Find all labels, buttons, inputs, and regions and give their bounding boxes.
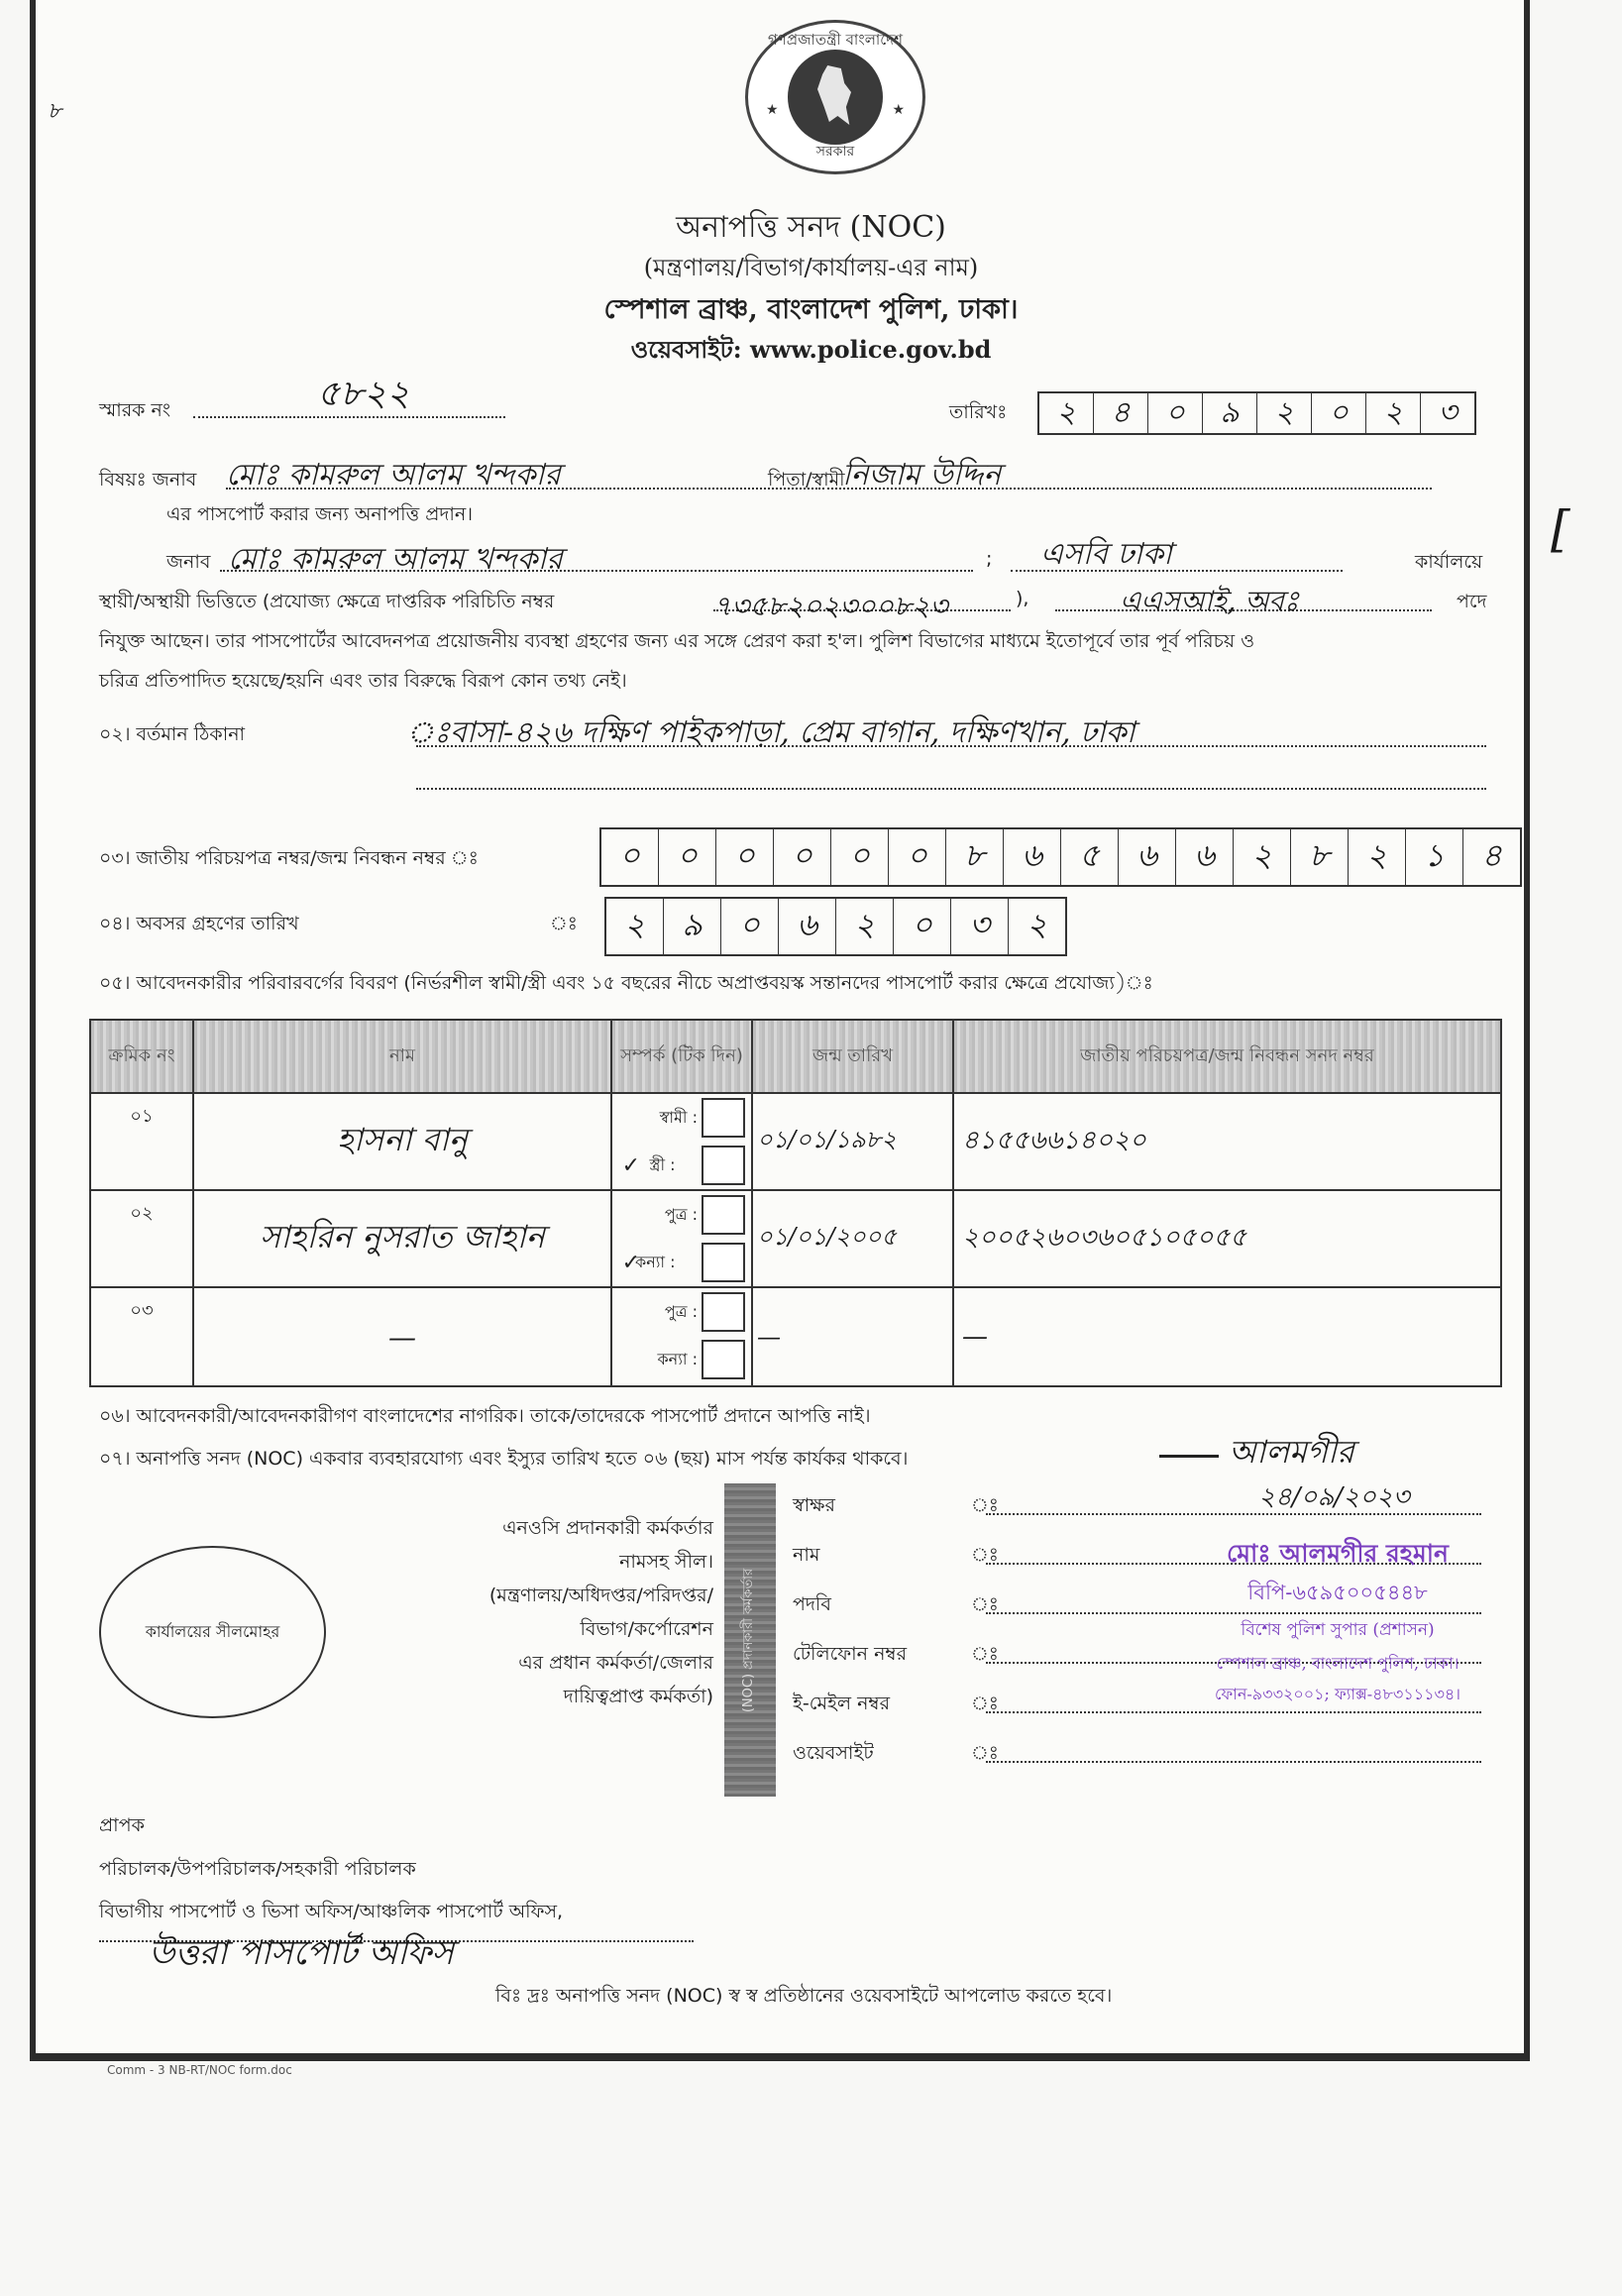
- star-icon: ★: [892, 102, 905, 118]
- relation-checkbox[interactable]: [702, 1146, 745, 1185]
- table-header-row: [90, 1020, 1501, 1093]
- retirement-label: ০৪। অবসর গ্রহণের তারিখ: [99, 913, 299, 934]
- digit-box[interactable]: ৪: [1481, 836, 1502, 874]
- relation-label: পুত্র :: [664, 1301, 698, 1321]
- family-label: ০৫। আবেদনকারীর পরিবারবর্গের বিবরণ (নির্ভরশীল স্বামী/স্ত্রী এবং ১৫ বছরের নীচে অপ্রাপ্তবয়স্ক সন্তানদের পাসপোর্ট করার ক্ষেত্রে প্রযোজ্য)ঃ: [99, 972, 1153, 994]
- nid-label: ০৩। জাতীয় পরিচয়পত্র নম্বর/জন্ম নিবন্ধন নম্বর ঃ: [99, 847, 479, 869]
- digit-box[interactable]: ০: [1312, 393, 1366, 433]
- relation-cell: [612, 1288, 751, 1383]
- relation-label: পুত্র :: [664, 1204, 698, 1224]
- officer-signature: আলমগীর: [1229, 1433, 1354, 1471]
- header-dob: জন্ম তারিখ: [752, 1020, 953, 1093]
- margin-mark: ৮: [48, 99, 62, 124]
- stamp-phone: ফোন-৯৩৩২০০১; ফ্যাক্স-৪৮৩১১১৩৪।: [1215, 1685, 1460, 1703]
- relation-checkbox[interactable]: [702, 1292, 745, 1332]
- digit-box[interactable]: ২: [836, 899, 894, 954]
- signature-dash: [1159, 1455, 1219, 1458]
- memo-label: স্মারক নং: [99, 399, 171, 421]
- semicolon: ;: [986, 548, 993, 570]
- subject-name[interactable]: মোঃ কামরুল আলম খন্দকার: [226, 458, 561, 492]
- parent-name[interactable]: নিজাম উদ্দিন: [842, 458, 1002, 492]
- stamp-bp: বিপি-৬৫৯৫০০৫৪৪৮: [1247, 1581, 1428, 1604]
- digit-box[interactable]: ০: [1148, 393, 1203, 433]
- officer-field-label: ওয়েবসাইট: [793, 1742, 874, 1764]
- digit-box[interactable]: ৯: [1203, 393, 1257, 433]
- document-title: অনাপত্তি সনদ (NOC): [676, 210, 946, 245]
- digit-box[interactable]: ৬: [1004, 829, 1061, 885]
- post-value[interactable]: এএসআই, অবঃ: [1120, 585, 1299, 617]
- digit-box[interactable]: ০: [716, 829, 774, 885]
- address-value[interactable]: ঃবাসা-৪২৬ দক্ষিণ পাইকপাড়া, প্রেম বাগান, দক্ষিণখান, ঢাকা: [406, 715, 1135, 750]
- officer-stamp: [1154, 1534, 1521, 1708]
- basis-label: স্থায়ী/অস্থায়ী ভিত্তিতে (প্রযোজ্য ক্ষেত্রে দাপ্তরিক পরিচিতি নম্বর: [99, 591, 555, 612]
- recipient-line1: পরিচালক/উপপরিচালক/সহকারী পরিচালক: [99, 1858, 416, 1880]
- officer-instruction-line: এর প্রধান কর্মকর্তা/জেলার: [518, 1652, 713, 1674]
- office-seal-label: কার্যালয়ের সীলমোহর: [145, 1621, 280, 1641]
- digit-box[interactable]: ২: [1027, 906, 1047, 943]
- row-dob[interactable]: ০১/০১/২০০৫: [757, 1223, 897, 1251]
- digit-box[interactable]: ৬: [1176, 829, 1234, 885]
- emblem-bottom-text: সরকার: [815, 144, 855, 160]
- relation-label: স্ত্রী :: [649, 1154, 676, 1174]
- officer-instruction-line: (মন্ত্রণালয়/অধিদপ্তর/পরিদপ্তর/: [488, 1585, 713, 1606]
- header-name: নাম: [193, 1020, 611, 1093]
- retirement-colon: ঃ: [550, 913, 578, 934]
- row-serial: ০২: [130, 1203, 154, 1224]
- digit-box[interactable]: ৯: [664, 899, 721, 954]
- recipient-label: প্রাপক: [99, 1814, 145, 1836]
- parent-label: পিতা/স্বামী: [768, 469, 845, 491]
- officer-seal-instructions: [377, 1511, 713, 1713]
- star-icon: ★: [766, 102, 779, 118]
- officer-field-colon: ঃ: [971, 1494, 999, 1516]
- digit-box[interactable]: ০: [601, 829, 659, 885]
- address-label: ০২। বর্তমান ঠিকানা: [99, 723, 246, 745]
- stamp-name: মোঃ আলমগীর রহমান: [1227, 1539, 1449, 1568]
- digit-box[interactable]: ০: [889, 829, 946, 885]
- body-paragraph-line2: চরিত্র প্রতিপাদিত হয়েছে/হয়নি এবং তার বিরুদ্ধে বিরূপ কোন তথ্য নেই।: [99, 670, 627, 692]
- subject-line2: এর পাসপোর্ট করার জন্য অনাপত্তি প্রদান।: [166, 503, 474, 525]
- strip-text: (NOC) প্রদানকারী কর্মকর্তার: [741, 1568, 757, 1712]
- declaration-07: ০৭। অনাপত্তি সনদ (NOC) একবার ব্যবহারযোগ্য এবং ইস্যুর তারিখ হতে ০৬ (ছয়) মাস পর্যন্ত কার্যকর থাকবে।: [99, 1448, 909, 1470]
- officer-field-label: স্বাক্ষর: [793, 1494, 835, 1516]
- relation-cell: [612, 1094, 751, 1189]
- digit-box[interactable]: ০: [894, 899, 951, 954]
- office-value[interactable]: এসবি ঢাকা: [1040, 537, 1172, 572]
- digit-box[interactable]: ২: [1366, 393, 1421, 433]
- margin-bracket: [: [1551, 500, 1570, 558]
- relation-checkbox[interactable]: [702, 1243, 745, 1282]
- officer-field-colon: ঃ: [971, 1742, 999, 1764]
- note: বিঃ দ্রঃ অনাপত্তি সনদ (NOC) স্ব স্ব প্রতিষ্ঠানের ওয়েবসাইটে আপলোড করতে হবে।: [495, 1985, 1113, 2007]
- relation-label: স্বামী :: [659, 1107, 698, 1127]
- relation-cell: [612, 1191, 751, 1286]
- relation-checkbox[interactable]: [702, 1098, 745, 1138]
- digit-box[interactable]: ২: [1257, 393, 1312, 433]
- officer-field-label: নাম: [793, 1544, 820, 1566]
- strip-text-wrap: [724, 1483, 776, 1797]
- body-name[interactable]: মোঃ কামরুল আলম খন্দকার: [228, 542, 563, 577]
- digit-box[interactable]: ২: [1349, 829, 1406, 885]
- digit-box[interactable]: ০: [831, 829, 889, 885]
- digit-box[interactable]: ২: [606, 899, 664, 954]
- id-close: ),: [1016, 588, 1029, 609]
- officer-instruction-line: দায়িত্বপ্রাপ্ত কর্মকর্তা): [563, 1686, 713, 1707]
- officer-instruction-line: বিভাগ/কর্পোরেশন: [580, 1618, 713, 1640]
- row-name[interactable]: —: [388, 1320, 416, 1354]
- officer-field-colon: ঃ: [971, 1593, 999, 1615]
- recipient-office[interactable]: উত্তরা পাসপোর্ট অফিস: [149, 1933, 454, 1973]
- body-paragraph-line1: নিযুক্ত আছেন। তার পাসপোর্টের আবেদনপত্র প্রয়োজনীয় ব্যবস্থা গ্রহণের জন্য এর সঙ্গে প্রেরণ করা হ'ল। পুলিশ বিভাগের মাধ্যমে ইতোপূর্বে তার পূর্ব পরিচয় ও: [99, 630, 1255, 652]
- row-name[interactable]: সাহরিন নুসরাত জাহান: [260, 1218, 545, 1256]
- officer-instruction-line: নামসহ সীল।: [619, 1551, 713, 1573]
- relation-label: কন্যা :: [657, 1349, 698, 1368]
- officer-field-line[interactable]: [986, 1761, 1481, 1763]
- emblem-circle: [788, 50, 883, 145]
- row-dob[interactable]: ০১/০১/১৯৮২: [757, 1126, 897, 1153]
- header-nid: জাতীয় পরিচয়পত্র/জন্ম নিবন্ধন সনদ নম্বর: [953, 1020, 1501, 1093]
- office-label: কার্যালয়ে: [1415, 551, 1483, 573]
- officer-field-label: ই-মেইল নম্বর: [793, 1693, 891, 1714]
- recipient-line2: বিভাগীয় পাসপোর্ট ও ভিসা অফিস/আঞ্চলিক পাসপোর্ট অফিস,: [99, 1901, 564, 1922]
- relation-checkbox[interactable]: [702, 1195, 745, 1235]
- row-name[interactable]: হাসনা বানু: [337, 1121, 468, 1158]
- memo-number[interactable]: ৫৮২২: [317, 374, 410, 414]
- digit-box[interactable]: ০: [774, 829, 831, 885]
- government-emblem: [745, 20, 925, 174]
- digit-box[interactable]: ৩: [951, 899, 1009, 954]
- header-serial: ক্রমিক নং: [90, 1020, 193, 1093]
- relation-checkbox[interactable]: [702, 1340, 745, 1379]
- row-serial: ০১: [130, 1106, 154, 1127]
- row-dob[interactable]: —: [757, 1323, 781, 1351]
- date-boxes[interactable]: [1037, 391, 1476, 435]
- table-row: [90, 1093, 1501, 1190]
- retirement-date-boxes[interactable]: [604, 897, 1067, 956]
- bangladesh-map-icon: [817, 65, 851, 125]
- digit-box[interactable]: ৩: [1438, 394, 1458, 430]
- check-mark-icon: ✓: [621, 1152, 640, 1178]
- signature-date: ২৪/০৯/২০২৩: [1258, 1482, 1410, 1512]
- row-nid[interactable]: ৪১৫৫৬৬১৪০২০: [962, 1126, 1146, 1155]
- officer-field-line[interactable]: [986, 1513, 1481, 1515]
- stamp-designation: বিশেষ পুলিশ সুপার (প্রশাসন): [1241, 1620, 1435, 1640]
- digit-box[interactable]: ৮: [946, 829, 1004, 885]
- date-label: তারিখঃ: [949, 401, 1008, 423]
- officer-instruction-line: এনওসি প্রদানকারী কর্মকর্তার: [502, 1517, 713, 1539]
- officer-field-colon: ঃ: [971, 1544, 999, 1566]
- row-nid[interactable]: ২০০৫২৬০৩৬০৫১০৫০৫৫: [962, 1223, 1247, 1253]
- officer-field-line[interactable]: [986, 1711, 1481, 1713]
- digit-box[interactable]: ৬: [779, 899, 836, 954]
- table-row: [90, 1190, 1501, 1287]
- document-subtitle: (মন্ত্রণালয়/বিভাগ/কার্যালয়-এর নাম): [643, 254, 979, 281]
- row-serial: ০৩: [130, 1300, 154, 1321]
- digit-box[interactable]: ৫: [1061, 829, 1119, 885]
- digit-box[interactable]: ২: [1234, 829, 1291, 885]
- issuing-office: স্পেশাল ব্রাঞ্চ, বাংলাদেশ পুলিশ, ঢাকা।: [603, 294, 1019, 325]
- officer-field-label: পদবি: [793, 1593, 831, 1615]
- digit-box[interactable]: ৮: [1291, 829, 1349, 885]
- stamp-office: স্পেশাল ব্রাঞ্চ, বাংলাদেশ পুলিশ, ঢাকা।: [1216, 1654, 1460, 1673]
- nid-boxes[interactable]: [599, 827, 1522, 887]
- table-row: [90, 1287, 1501, 1386]
- digit-box[interactable]: ১: [1406, 829, 1463, 885]
- officer-field-label: টেলিফোন নম্বর: [793, 1643, 908, 1665]
- digit-box[interactable]: ২: [1039, 393, 1094, 433]
- footer-filename: Comm - 3 NB-RT/NOC form.doc: [107, 2063, 292, 2077]
- emblem-top-text: গণপ্রজাতন্ত্রী বাংলাদেশ: [767, 31, 904, 49]
- address-line2: [416, 788, 1486, 790]
- check-mark-icon: ✓: [621, 1250, 640, 1275]
- digit-box[interactable]: ০: [721, 899, 779, 954]
- row-nid[interactable]: —: [962, 1322, 988, 1352]
- declaration-06: ০৬। আবেদনকারী/আবেদনকারীগণ বাংলাদেশের নাগরিক। তাকে/তাদেরকে পাসপোর্ট প্রদানে আপত্তি নাই।: [99, 1405, 871, 1427]
- officer-field-colon: ঃ: [971, 1643, 999, 1665]
- family-table: [89, 1019, 1502, 1387]
- header-relation: সম্পর্ক (টিক দিন): [611, 1020, 752, 1093]
- office-seal-placeholder: [99, 1546, 326, 1718]
- digit-box[interactable]: ৬: [1119, 829, 1176, 885]
- relation-label: কন্যা :: [635, 1252, 676, 1271]
- post-label: পদে: [1457, 591, 1487, 612]
- digit-box[interactable]: ০: [659, 829, 716, 885]
- official-id[interactable]: ৭৩৫৮২০২৩০০৮২৩: [713, 590, 948, 622]
- digit-box[interactable]: ৪: [1094, 393, 1148, 433]
- janab-label: জনাব: [166, 551, 211, 573]
- subject-label: বিষয়ঃ জনাব: [99, 469, 197, 491]
- officer-field-colon: ঃ: [971, 1693, 999, 1714]
- website-line: ওয়েবসাইট: www.police.gov.bd: [630, 335, 992, 364]
